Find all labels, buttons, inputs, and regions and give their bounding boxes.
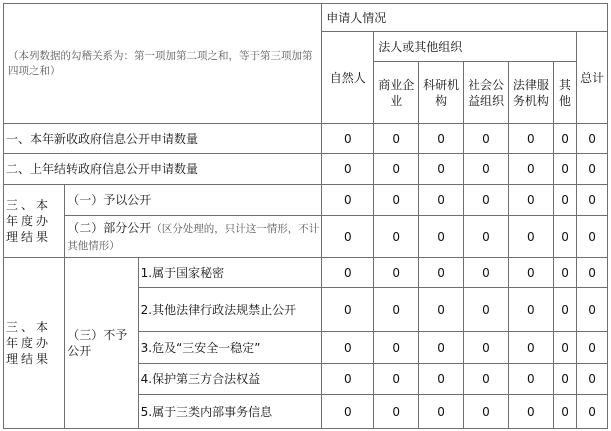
cell-total: 0 [577, 154, 608, 185]
cell-commercial: 0 [374, 258, 419, 288]
cell-other: 0 [553, 258, 576, 288]
cell-commercial: 0 [374, 185, 419, 216]
cell-natural: 0 [322, 332, 374, 364]
cell-social: 0 [464, 258, 509, 288]
cell-social: 0 [464, 216, 509, 258]
cell-research: 0 [419, 364, 464, 395]
cell-total: 0 [577, 216, 608, 258]
header-total: 总计 [577, 32, 608, 124]
header-legal-service: 法律服务机构 [508, 62, 553, 124]
cell-social: 0 [464, 364, 509, 395]
cell-research: 0 [419, 332, 464, 364]
cell-other: 0 [553, 364, 576, 395]
cell-natural: 0 [322, 395, 374, 429]
row-note: （区分处理的，只计这一情形，不计其他情形） [67, 222, 320, 252]
cell-social: 0 [464, 185, 509, 216]
cell-legal-service: 0 [508, 364, 553, 395]
table-row [4, 185, 608, 216]
cell-total: 0 [577, 124, 608, 154]
header-natural-person: 自然人 [322, 32, 374, 124]
cell-commercial: 0 [374, 395, 419, 429]
header-note: （本列数据的勾稽关系为：第一项加第二项之和，等于第三项加第四项之和） [4, 4, 322, 124]
cell-natural: 0 [322, 288, 374, 332]
cell-research: 0 [419, 288, 464, 332]
header-applicant: 申请人情况 [322, 4, 608, 32]
cell-legal-service: 0 [508, 216, 553, 258]
cell-research: 0 [419, 216, 464, 258]
cell-social: 0 [464, 124, 509, 154]
table-row [4, 258, 608, 288]
cell-total: 0 [577, 288, 608, 332]
cell-other: 0 [553, 124, 576, 154]
row-label: 二、上年结转政府信息公开申请数量 [4, 154, 322, 185]
cell-natural: 0 [322, 154, 374, 185]
cell-commercial: 0 [374, 124, 419, 154]
cell-other: 0 [553, 185, 576, 216]
row-label: 3.危及“三安全一稳定” [138, 332, 322, 364]
cell-research: 0 [419, 124, 464, 154]
cell-natural: 0 [322, 124, 374, 154]
cell-natural: 0 [322, 258, 374, 288]
cell-legal-service: 0 [508, 185, 553, 216]
cell-legal-service: 0 [508, 258, 553, 288]
header-legal-group: 法人或其他组织 [374, 32, 577, 62]
cell-natural: 0 [322, 216, 374, 258]
cell-total: 0 [577, 258, 608, 288]
cell-social: 0 [464, 332, 509, 364]
row-label-partial [65, 216, 322, 258]
cell-commercial: 0 [374, 288, 419, 332]
row-label: 4.保护第三方合法权益 [138, 364, 322, 395]
cell-other: 0 [553, 395, 576, 429]
cell-other: 0 [553, 288, 576, 332]
cell-other: 0 [553, 154, 576, 185]
cell-legal-service: 0 [508, 395, 553, 429]
sub3-label: （三）不予公开 [65, 258, 138, 429]
row-label: 5.属于三类内部事务信息 [138, 395, 322, 429]
section3-label-lower: 三、本年度办理结果 [4, 258, 65, 429]
cell-natural: 0 [322, 185, 374, 216]
cell-other: 0 [553, 332, 576, 364]
cell-legal-service: 0 [508, 288, 553, 332]
cell-legal-service: 0 [508, 124, 553, 154]
section3-label-upper: 三、本年度办理结果 [4, 185, 65, 258]
row-label: （二）部分公开 [67, 220, 152, 235]
row-label: （一）予以公开 [65, 185, 322, 216]
header-research: 科研机构 [419, 62, 464, 124]
cell-commercial: 0 [374, 364, 419, 395]
header-commercial: 商业企业 [374, 62, 419, 124]
cell-commercial: 0 [374, 332, 419, 364]
cell-research: 0 [419, 185, 464, 216]
header-other: 其他 [553, 62, 576, 124]
cell-research: 0 [419, 395, 464, 429]
cell-natural: 0 [322, 364, 374, 395]
row-label: 1.属于国家秘密 [138, 258, 322, 288]
cell-total: 0 [577, 364, 608, 395]
table-row [4, 216, 608, 258]
cell-other: 0 [553, 216, 576, 258]
row-label: 一、本年新收政府信息公开申请数量 [4, 124, 322, 154]
disclosure-table [3, 3, 608, 429]
cell-legal-service: 0 [508, 332, 553, 364]
cell-total: 0 [577, 395, 608, 429]
header-social: 社会公益组织 [464, 62, 509, 124]
cell-social: 0 [464, 154, 509, 185]
cell-research: 0 [419, 154, 464, 185]
table-row [4, 154, 608, 185]
cell-total: 0 [577, 332, 608, 364]
row-label: 2.其他法律行政法规禁止公开 [138, 288, 322, 332]
cell-legal-service: 0 [508, 154, 553, 185]
table-row [4, 124, 608, 154]
cell-commercial: 0 [374, 154, 419, 185]
cell-research: 0 [419, 258, 464, 288]
cell-commercial: 0 [374, 216, 419, 258]
cell-total: 0 [577, 185, 608, 216]
cell-social: 0 [464, 395, 509, 429]
cell-social: 0 [464, 288, 509, 332]
